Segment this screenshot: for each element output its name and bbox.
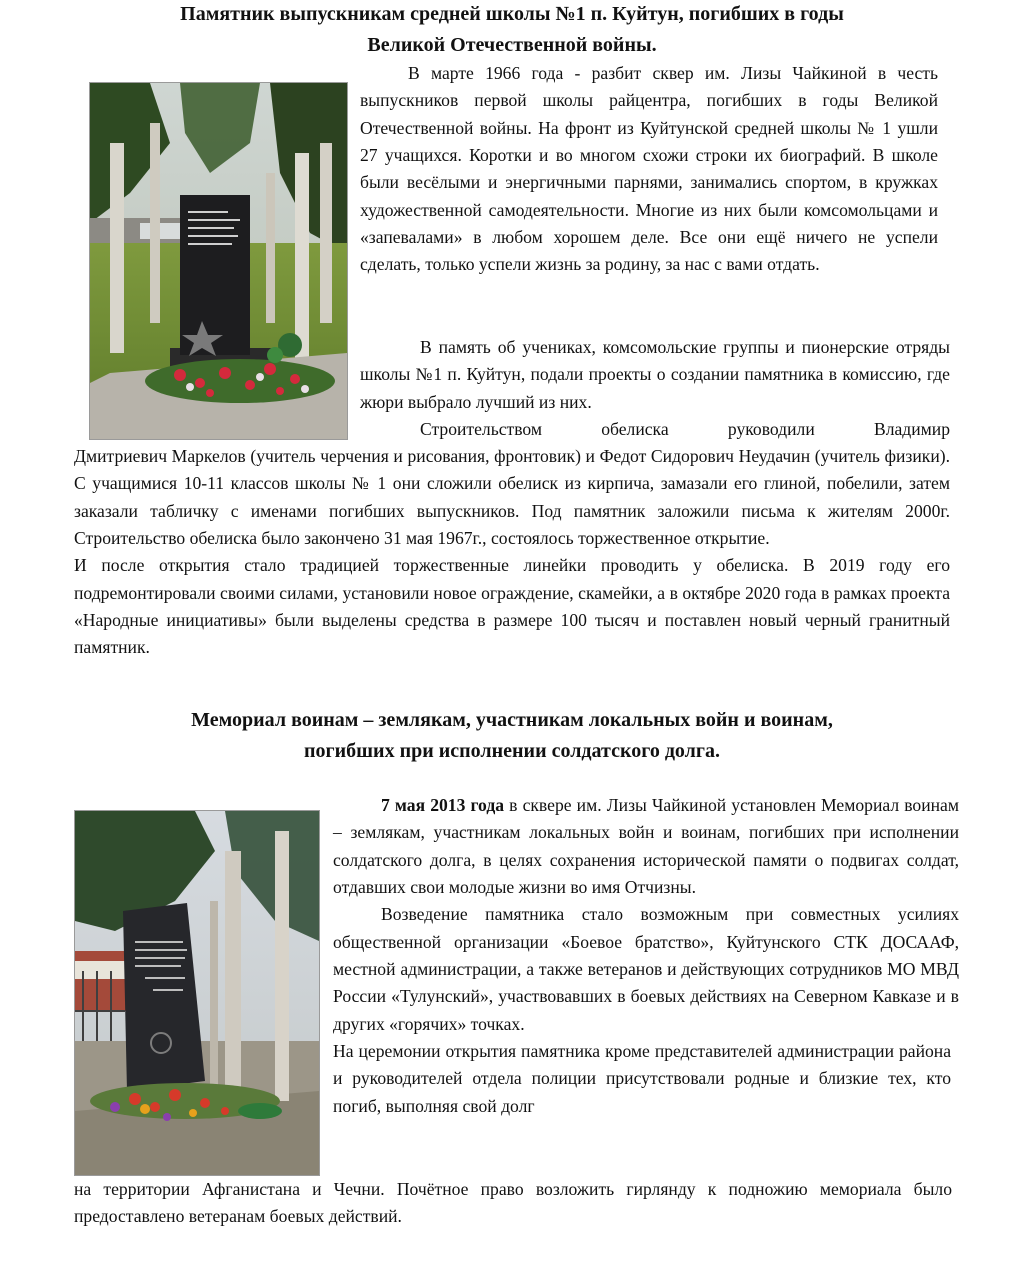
section1-construction-block: [74, 443, 950, 662]
section1-commission-block: [360, 334, 950, 443]
section2-title: [0, 706, 1024, 765]
section2-paragraph-3: На церемонии открытия памятника кроме представителей администрации района и руководителей отдела полиции присутствовали родные и близкие тех, кто погиб, выполняя свой долг: [333, 1041, 951, 1116]
section1-title: [0, 0, 1024, 59]
section1-paragraph-3-start: Строительством обелиска руководили Владимир: [420, 419, 950, 440]
section1-paragraph-3-rest: Дмитриевич Маркелов (учитель черчения и рисования, фронтовик) и Федот Сидорович Неудачин (учитель физики). С учащимися 10-11 классов школы № 1 они сложили обелиск из кирпича, замазали его глиной, побелили, затем заказали табличку с именами погибших выпускников. Под памятник заложили письма к жителям 2000г. Строительство обелиска было закончено 31 мая 1967г., состоялось торжественное открытие.: [74, 446, 950, 549]
section2-date: 7 мая 2013 года: [381, 795, 505, 815]
section2-paragraph-1-text: в сквере им. Лизы Чайкиной установлен Мемориал воинам – землякам, участникам локальных войн и воинам, погибших при исполнении солдатского долга, в целях сохранения исторической памяти о подвигах солдат, отдавших свои молодые жизни во имя Отчизны.: [333, 795, 959, 898]
section2-title-line1: Мемориал воинам – землякам, участникам локальных войн и воинам,: [191, 709, 833, 731]
section1-title-line1: Памятник выпускникам средней школы №1 п. Куйтун, погибших в годы: [180, 3, 844, 25]
section1-paragraph-1: В марте 1966 года - разбит сквер им. Лизы Чайкиной в честь выпускников первой школы райцентра, погибших в годы Великой Отечественной войны. На фронт из Куйтунской средней школы № 1 ушли 27 учащихся. Коротки и во многом схожи строки их биографий. В школе были весёлыми и энергичными парнями, занимались спортом, в кружках художественной самодеятельности. Многие из них были комсомольцами и «запевалами» в любом хорошем деле. Все они ещё ничего не успели сделать, только успели жизнь за родину, за нас с вами отдать.: [360, 63, 938, 275]
section1-paragraph-2: В память об учениках, комсомольские группы и пионерские отряды школы №1 п. Куйтун, подали проекты о создании памятника в комиссию, где жюри выбрало лучший из них.: [360, 337, 950, 412]
section1-paragraph-4: И после открытия стало традицией торжественные линейки проводить у обелиска. В 2019 году его подремонтировали своими силами, установили новое ограждение, скамейки, а в октябре 2020 года в рамках проекта «Народные инициативы» были выделены средства в размере 100 тысяч и поставлен новый черный гранитный памятник.: [74, 555, 950, 658]
section2-closing-block: [74, 1176, 952, 1231]
section2-title-line2: погибших при исполнении солдатского долга.: [304, 740, 720, 762]
section2-intro-block: [333, 792, 959, 1120]
section2-paragraph-4: на территории Афганистана и Чечни. Почётное право возложить гирлянду к подножию мемориала было предоставлено ветеранам боевых действий.: [74, 1179, 952, 1227]
memorial-photo: [74, 810, 320, 1176]
section1-intro-block: [360, 60, 938, 279]
monument-photo: [89, 82, 348, 440]
section1-title-line2: Великой Отечественной войны.: [367, 34, 657, 56]
section2-paragraph-2: Возведение памятника стало возможным при совместных усилиях общественной организации «Боевое братство», Куйтунского СТК ДОСААФ, местной администрации, а также ветеранов и действующих сотрудников МО МВД России «Тулунский», участвовавших в боевых действиях на Северном Кавказе и в других «горячих» точках.: [333, 904, 959, 1034]
section2-paragraph-1: [333, 792, 959, 901]
